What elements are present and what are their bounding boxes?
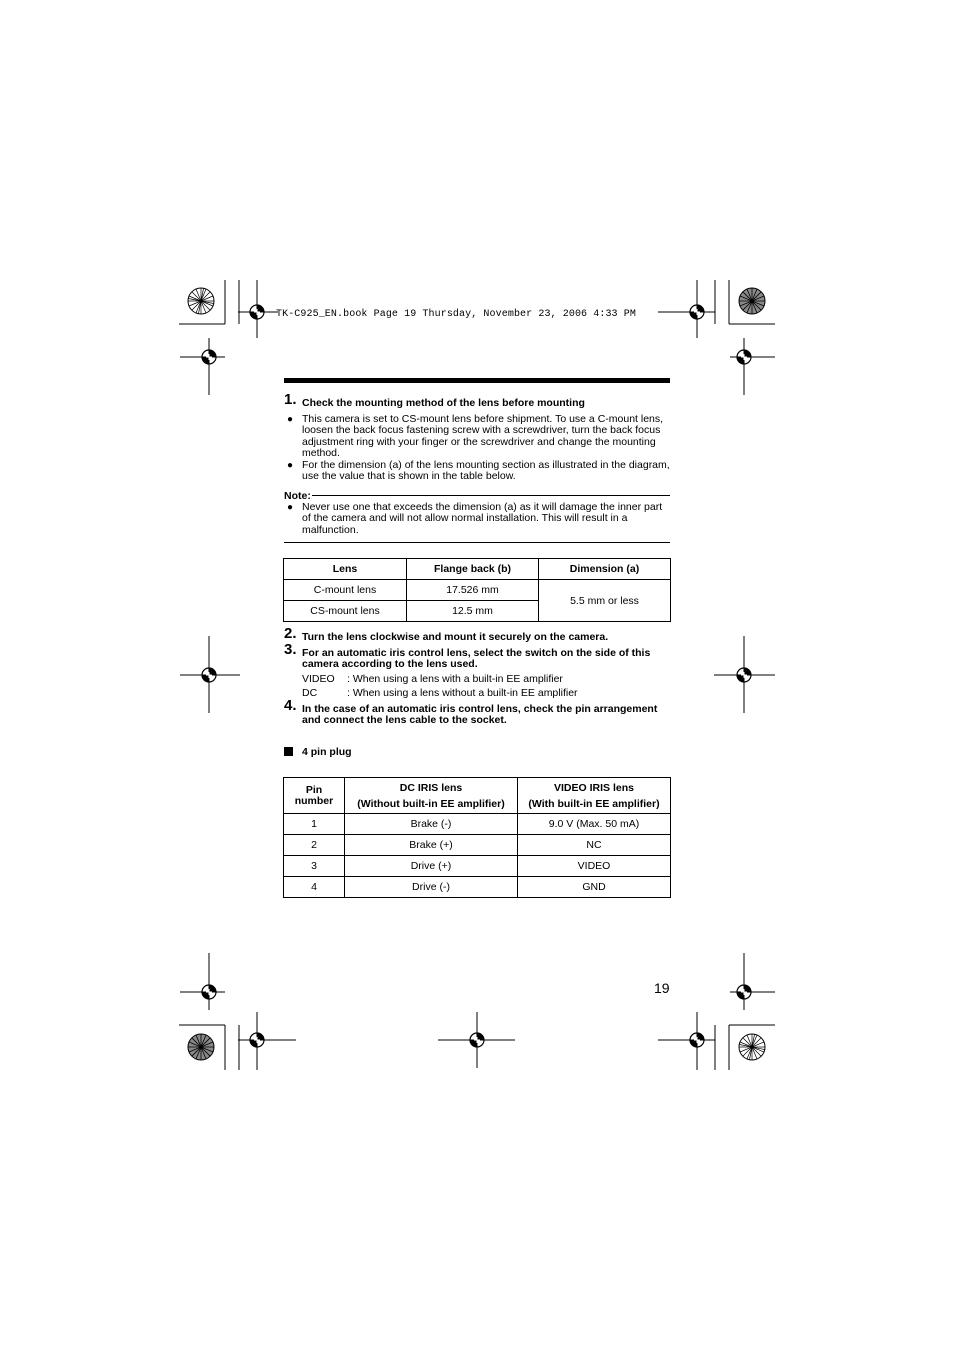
bullet-icon: ● [287,460,294,471]
table-cell: GND [518,877,671,898]
note-bottom-rule [284,542,670,543]
table-cell: Drive (-) [345,877,518,898]
table-row [284,580,671,601]
header-line: number [294,794,334,807]
table-cell: 9.0 V (Max. 50 mA) [518,814,671,835]
step-4-number: 4. [284,697,297,714]
table-cell: 3 [284,856,345,877]
pin-section-title [284,746,352,758]
bullet-icon: ● [287,502,294,513]
pin-table-header-pin [284,778,345,814]
pin-table [283,777,671,898]
lens-table-header: Flange back (b) [407,559,539,580]
option-desc: : When using a lens without a built-in EE amplifier [347,687,578,699]
table-cell: 17.526 mm [407,580,539,601]
table-cell-merged: 5.5 mm or less [539,580,671,622]
note-label: Note: [284,490,311,502]
step-2 [284,625,670,643]
page-number: 19 [654,980,670,996]
bullet-text: For the dimension (a) of the lens mounting section as illustrated in the diagram, use the value that is shown in the table below. [302,459,670,483]
step-3-option-video [302,672,662,686]
table-cell: 12.5 mm [407,601,539,622]
table-row [284,877,671,898]
step-2-text: Turn the lens clockwise and mount it securely on the camera. [302,631,609,643]
option-key: VIDEO [302,673,335,685]
square-bullet-icon [284,747,293,756]
step-3-text: For an automatic iris control lens, select the switch on the side of this camera according to the lens used. [302,647,651,670]
table-cell: CS-mount lens [284,601,407,622]
step-1-title: Check the mounting method of the lens before mounting [302,397,585,409]
table-row [284,814,671,835]
step-4-text: In the case of an automatic iris control lens, check the pin arrangement and connect the lens cable to the socket. [302,703,658,726]
note-text: Never use one that exceeds the dimension (a) as it will damage the inner part of the camera and will not allow normal installation. This will result in a malfunction. [302,501,663,536]
lens-table-header: Dimension (a) [539,559,671,580]
step-3 [284,641,670,670]
section-top-rule [284,378,670,383]
step-4 [284,697,670,726]
step-1-bullet-2 [284,460,670,483]
pin-section-label: 4 pin plug [302,746,352,758]
pin-table-header-video [518,778,671,814]
option-desc: : When using a lens with a built-in EE amplifier [347,673,563,685]
note-bullet [284,502,670,536]
step-3-number: 3. [284,641,297,658]
print-header-line: TK-C925_EN.book Page 19 Thursday, November 23, 2006 4:33 PM [276,309,636,320]
table-cell: C-mount lens [284,580,407,601]
header-line: (With built-in EE amplifier) [528,797,660,810]
step-1 [284,391,670,409]
step-2-number: 2. [284,625,297,642]
table-cell: 2 [284,835,345,856]
lens-table-header: Lens [284,559,407,580]
step-3-option-dc [302,686,662,700]
header-line: (Without built-in EE amplifier) [357,797,505,810]
step-1-bullet-1 [284,414,670,459]
step-1-number: 1. [284,391,297,408]
header-line: VIDEO IRIS lens [554,781,634,794]
bullet-text: This camera is set to CS-mount lens before shipment. To use a C-mount lens, loosen the back focus fastening screw with a screwdriver, turn the back focus adjustment ring with your finger or the screwdriver and change the mounting method. [302,413,664,459]
pin-table-header-dc [345,778,518,814]
table-cell: 1 [284,814,345,835]
note-top-rule [312,495,670,496]
header-line: Pin [305,783,323,796]
table-cell: VIDEO [518,856,671,877]
header-line: DC IRIS lens [399,781,463,794]
table-cell: NC [518,835,671,856]
table-cell: Brake (-) [345,814,518,835]
table-cell: Brake (+) [345,835,518,856]
table-cell: Drive (+) [345,856,518,877]
bullet-icon: ● [287,414,294,425]
lens-table [283,558,671,622]
table-row [284,835,671,856]
table-row [284,856,671,877]
table-cell: 4 [284,877,345,898]
option-key: DC [302,687,318,699]
